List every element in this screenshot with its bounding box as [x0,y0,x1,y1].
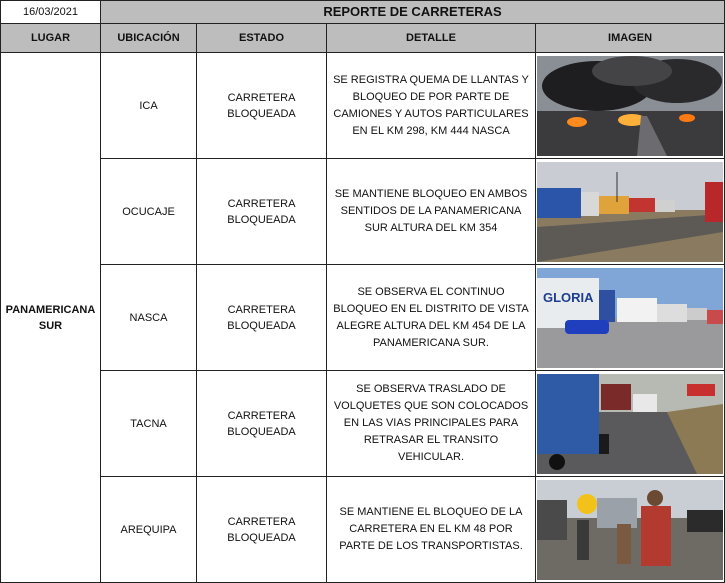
header-detalle: DETALLE [327,24,536,53]
detalle-cell: SE MANTIENE EL BLOQUEO DE LA CARRETERA EN EL KM 48 POR PARTE DE LOS TRANSPORTISTAS. [327,477,536,583]
header-ubicacion: UBICACIÓN [101,24,197,53]
report-date: 16/03/2021 [1,1,101,24]
report-title: REPORTE DE CARRETERAS [101,1,725,24]
table-row [1,371,725,477]
table-row [1,53,725,159]
header-lugar: LUGAR [1,24,101,53]
detalle-cell: SE OBSERVA EL CONTINUO BLOQUEO EN EL DISTRITO DE VISTA ALEGRE ALTURA DEL KM 454 DE LA PANAMERICANA SUR. [327,265,536,371]
detalle-cell: SE OBSERVA TRASLADO DE VOLQUETES QUE SON COLOCADOS EN LAS VIAS PRINCIPALES PARA RETRASAR EL TRANSITO VEHICULAR. [327,371,536,477]
ubicacion-cell: ICA [101,53,197,159]
burning-tires-roadblock-photo [537,56,723,156]
estado-cell: CARRETERA BLOQUEADA [197,159,327,265]
header-imagen: IMAGEN [536,24,725,53]
table-row [1,265,725,371]
estado-cell: CARRETERA BLOQUEADA [197,53,327,159]
gloria-truck-queue-photo [537,268,723,368]
detalle-cell: SE MANTIENE BLOQUEO EN AMBOS SENTIDOS DE LA PANAMERICANA SUR ALTURA DEL KM 354 [327,159,536,265]
header-estado: ESTADO [197,24,327,53]
estado-cell: CARRETERA BLOQUEADA [197,265,327,371]
estado-cell: CARRETERA BLOQUEADA [197,371,327,477]
lugar-cell: PANAMERICANA SUR [1,53,101,583]
gloria-logo-text: GLORIA [543,289,594,305]
estado-cell: CARRETERA BLOQUEADA [197,477,327,583]
protesters-on-road-photo [537,480,723,580]
ubicacion-cell: AREQUIPA [101,477,197,583]
detalle-cell: SE REGISTRA QUEMA DE LLANTAS Y BLOQUEO DE POR PARTE DE CAMIONES Y AUTOS PARTICULARES EN EL KM 298, KM 444 NASCA [327,53,536,159]
ubicacion-cell: OCUCAJE [101,159,197,265]
dump-trucks-road-photo [537,374,723,474]
table-row [1,159,725,265]
ubicacion-cell: NASCA [101,265,197,371]
table-row [1,477,725,583]
ubicacion-cell: TACNA [101,371,197,477]
trucks-lined-highway-photo [537,162,723,262]
